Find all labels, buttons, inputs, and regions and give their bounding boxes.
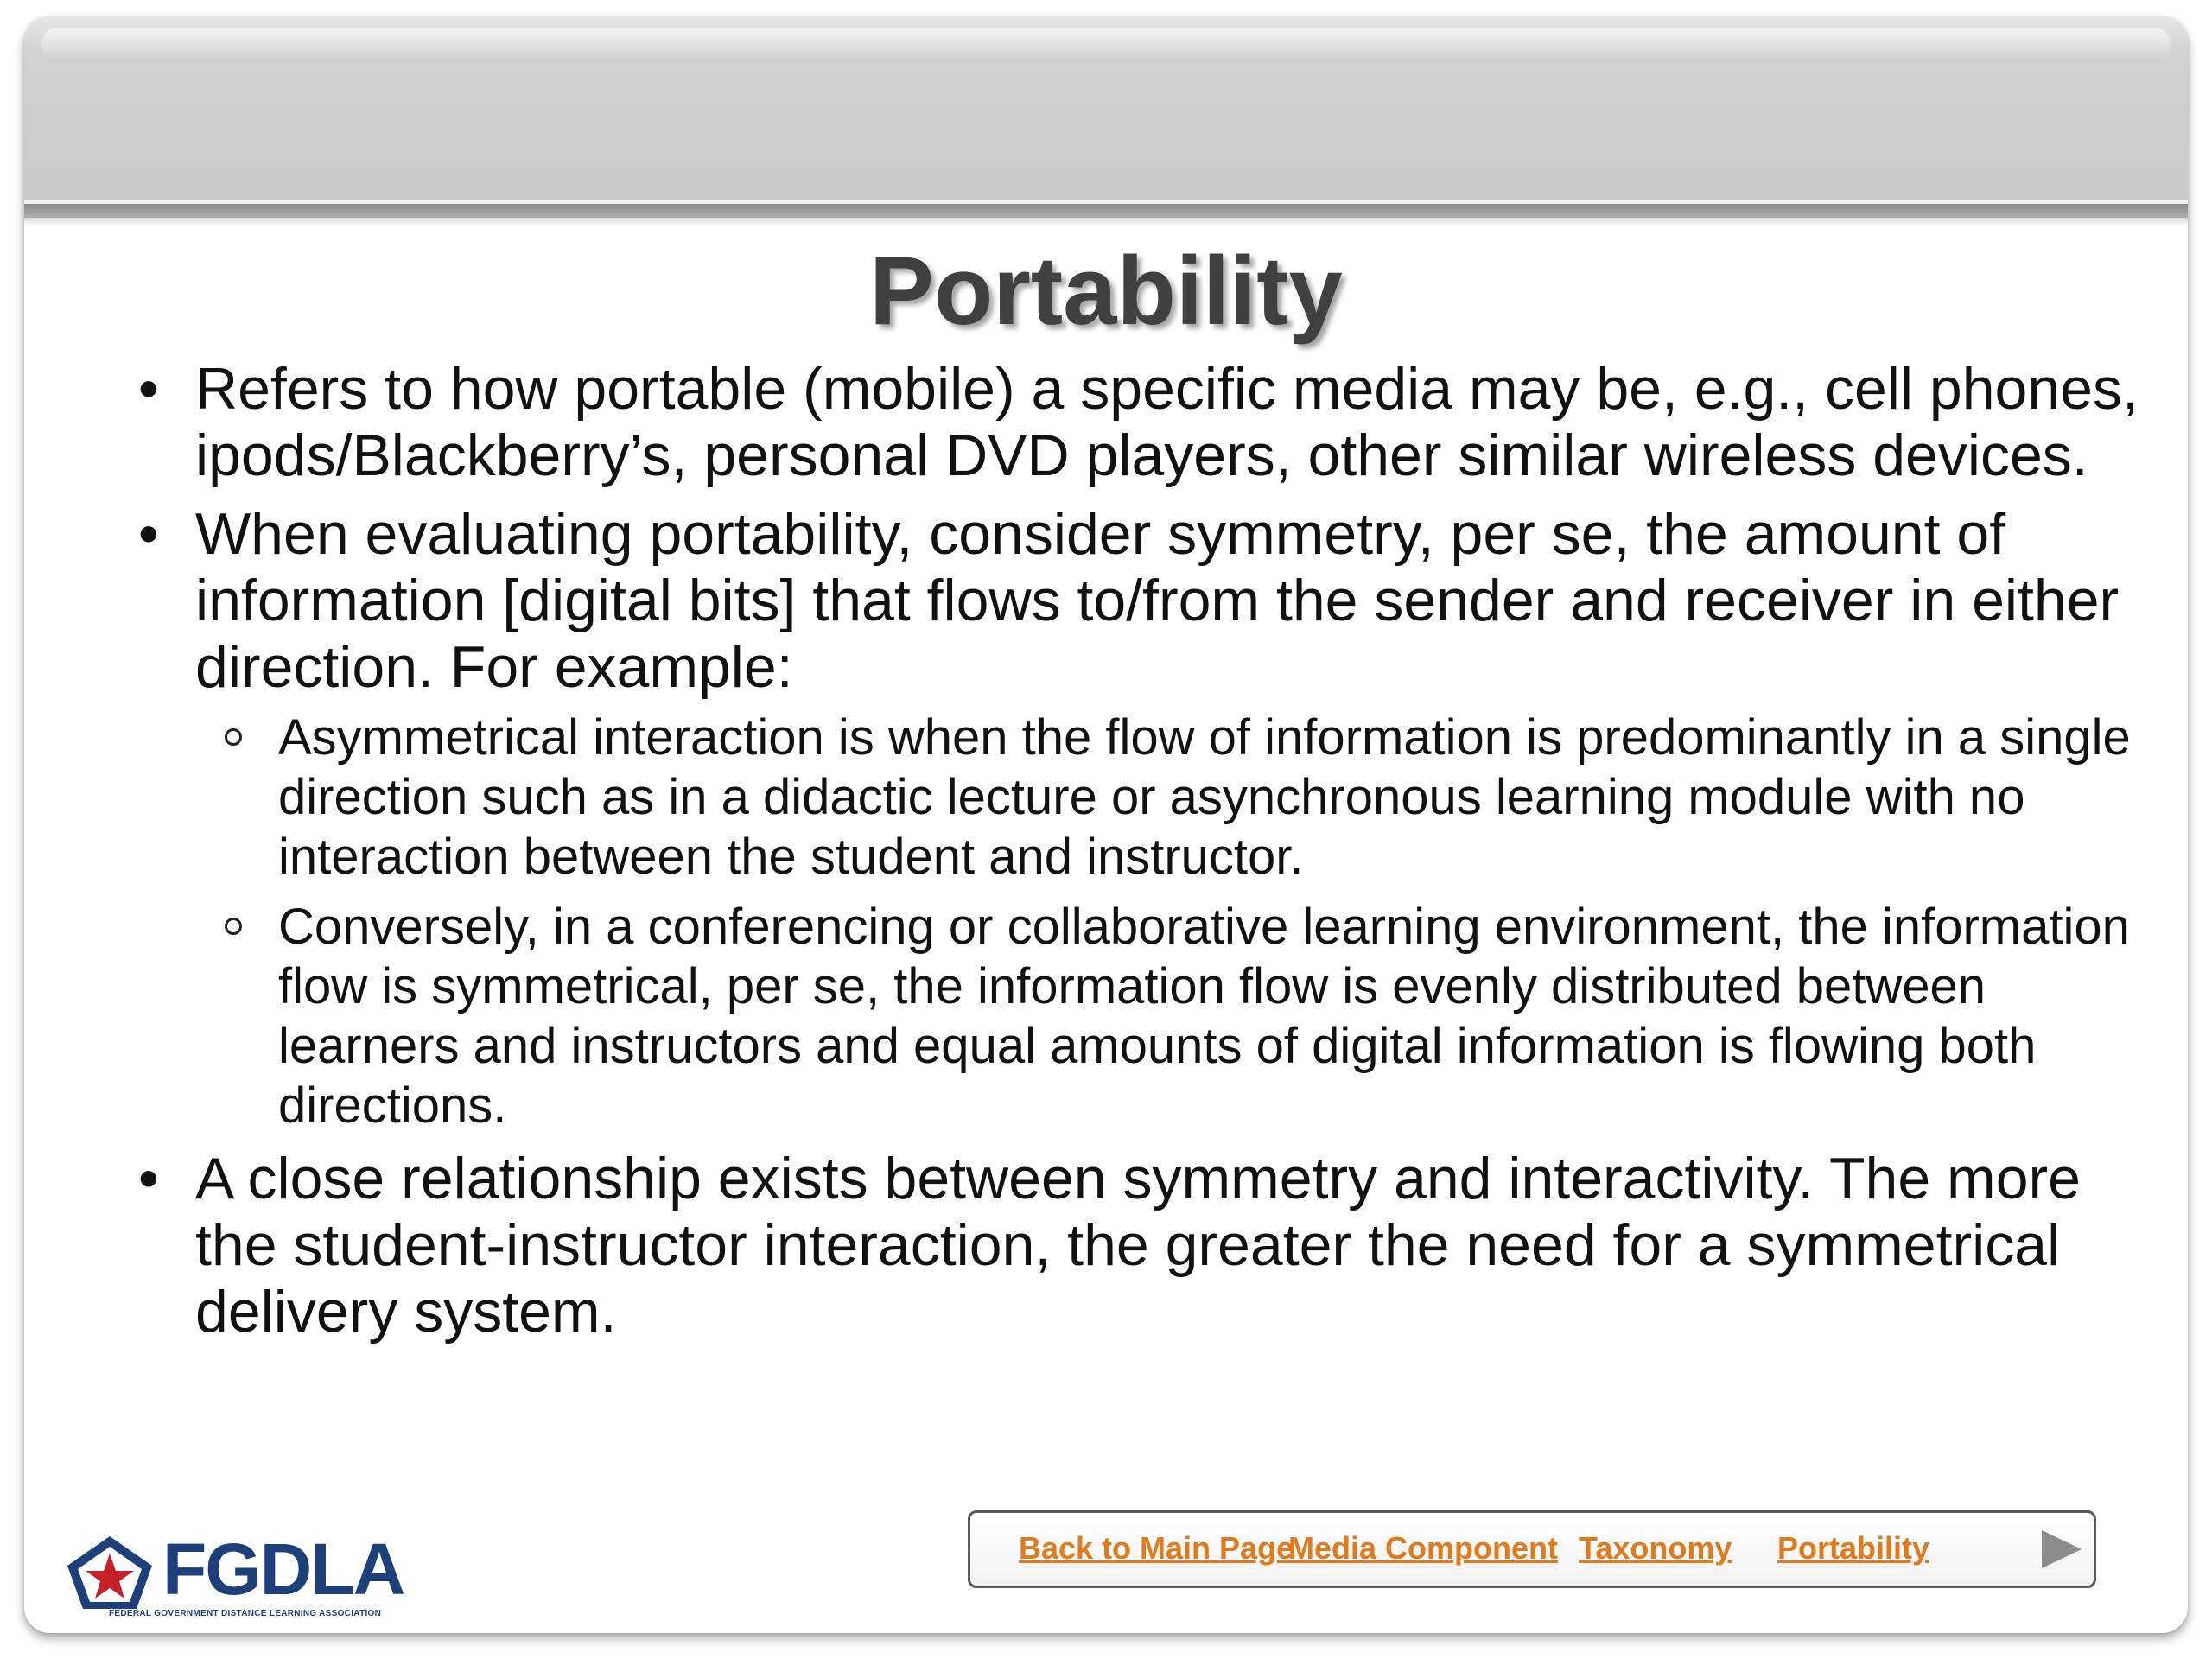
bullet-dot-icon: •	[138, 1146, 159, 1211]
bullet-item	[111, 1146, 2150, 1345]
bullet-item	[111, 356, 2150, 489]
circle-bullet-icon	[225, 728, 242, 746]
bullet-item	[111, 501, 2150, 701]
header-band	[24, 17, 2188, 204]
back-to-main-page-link[interactable]: Back to Main Page	[1019, 1530, 1294, 1566]
circle-bullet-icon	[225, 918, 242, 935]
slide-content	[111, 356, 2150, 1357]
pentagon-star-icon	[62, 1533, 157, 1612]
fgdla-logo	[62, 1529, 404, 1624]
play-arrow-icon[interactable]	[2042, 1530, 2082, 1568]
bullet-text: A close relationship exists between symmetry and interactivity. The more the student-instructor interaction, the greater the need for a symmetrical delivery system.	[195, 1146, 2081, 1344]
slide-title: Portability	[869, 237, 1343, 345]
logo-subtitle: FEDERAL GOVERNMENT DISTANCE LEARNING ASSOCIATION	[109, 1609, 382, 1618]
sub-bullet-item	[111, 708, 2150, 887]
logo-text: FGDLA	[162, 1529, 404, 1610]
bullet-text: When evaluating portability, consider symmetry, per se, the amount of information [digital bits] that flows to/from the sender and receiver in either direction. For example:	[195, 501, 2120, 700]
portability-link[interactable]: Portability	[1777, 1530, 1930, 1566]
sub-bullet-text: Conversely, in a conferencing or collaborative learning environment, the information flow is symmetrical, per se, the information flow is evenly distributed between learners and instructors and equal amounts of digital information is flowing both directions.	[278, 899, 2130, 1134]
sub-bullet-list	[111, 708, 2150, 1135]
navigation-bar	[968, 1510, 2096, 1588]
sub-bullet-item	[111, 897, 2150, 1135]
media-component-link[interactable]: Media Component	[1288, 1530, 1558, 1566]
slide	[24, 17, 2188, 1633]
header-divider-shadow	[24, 218, 2188, 226]
bullet-text: Refers to how portable (mobile) a specific media may be, e.g., cell phones, ipods/Blackberry’s, personal DVD players, other similar wireless devices.	[195, 356, 2139, 488]
bullet-dot-icon: •	[138, 356, 159, 422]
header-gloss	[41, 28, 2171, 60]
bullet-dot-icon: •	[138, 501, 159, 567]
header-divider	[24, 204, 2188, 218]
taxonomy-link[interactable]: Taxonomy	[1579, 1530, 1732, 1566]
sub-bullet-text: Asymmetrical interaction is when the flow of information is predominantly in a single direction such as in a didactic lecture or asynchronous learning module with no interaction between the student and instructor.	[278, 709, 2131, 885]
